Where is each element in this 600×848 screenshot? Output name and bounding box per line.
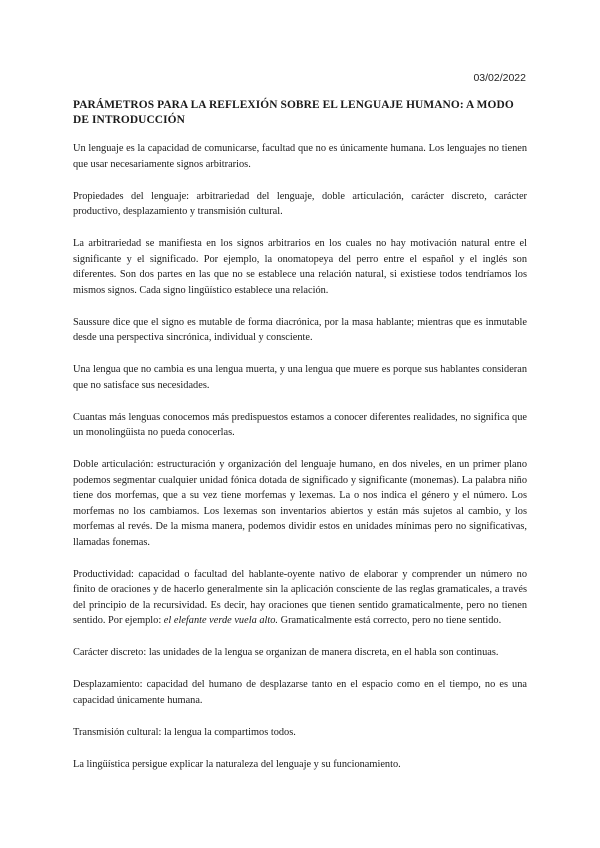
productivity-example: el elefante verde vuela alto.	[163, 615, 279, 626]
paragraph-cultural-transmission: Transmisión cultural: la lengua la compartimos todos.	[73, 726, 296, 738]
document-body	[73, 98, 527, 789]
paragraph-displacement: Desplazamiento: capacidad del humano de desplazarse tanto en el espacio como en el tiempo, no es una capacidad únicamente humana.	[73, 679, 527, 706]
productivity-text-end: Gramaticalmente está correcto, pero no tiene sentido.	[278, 615, 502, 626]
paragraph-multilingualism: Cuantas más lenguas conocemos más predispuestos estamos a conocer diferentes realidades, no significa que un monolingüista no pueda conocerlas.	[73, 411, 527, 438]
paragraph-discrete: Carácter discreto: las unidades de la lengua se organizan de manera discreta, en el habla son continuas.	[73, 647, 499, 658]
productivity-text: Productividad: capacidad o facultad del hablante-oyente nativo de elaborar y comprender un número no finito de oraciones y de hacerlo generalmente sin la aplicación consciente de las reglas gramaticales, a través del principio de la recursividad. Es decir, hay oraciones que tienen sentido gramaticalmente, pero no tienen sentido. Por ejemplo:	[73, 568, 527, 626]
document-title: PARÁMETROS PARA LA REFLEXIÓN SOBRE EL LENGUAJE HUMANO: A MODO DE INTRODUCCIÓN	[73, 99, 514, 126]
paragraph-productivity	[73, 567, 527, 629]
paragraph-arbitrariness: La arbitrariedad se manifiesta en los signos arbitrarios en los cuales no hay motivación natural entre el significante y el significado. Por ejemplo, la onomatopeya del perro entre el español y el inglés son diferentes. Son dos partes en las que no se establece una relación natural, si existiese todos tendríamos los mismos signos. Cada signo lingüístico establece una relación.	[73, 238, 527, 296]
document-date: 03/02/2022	[473, 72, 526, 84]
paragraph-dead-language: Una lengua que no cambia es una lengua muerta, y una lengua que muere es porque sus hablantes consideran que no satisface sus necesidades.	[73, 364, 527, 391]
paragraph-saussure: Saussure dice que el signo es mutable de forma diacrónica, por la masa hablante; mientras que es inmutable desde una perspectiva sincrónica, individual y consciente.	[73, 316, 527, 343]
paragraph-definition: Un lenguaje es la capacidad de comunicarse, facultad que no es únicamente humana. Los lenguajes no tienen que usar necesariamente signos arbitrarios.	[73, 143, 527, 170]
paragraph-properties: Propiedades del lenguaje: arbitrariedad del lenguaje, doble articulación, carácter discreto, carácter productivo, desplazamiento y transmisión cultural.	[73, 190, 527, 217]
paragraph-linguistics: La lingüística persigue explicar la naturaleza del lenguaje y su funcionamiento.	[73, 758, 401, 770]
paragraph-double-articulation: Doble articulación: estructuración y organización del lenguaje humano, en dos niveles, en un primer plano podemos segmentar cualquier unidad fónica dotada de significado y significante (monemas). La palabra niño tiene dos morfemas, que a su vez tiene morfemas y lexemas. La o nos indica el género y el número. Los morfemas no los cambiamos. Los lexemas son inventarios abiertos y están más sujetos al cambio, y los morfemas al revés. De la misma manera, podemos dividir estos en unidades mínimas pero no significativas, llamadas fonemas.	[73, 459, 527, 548]
